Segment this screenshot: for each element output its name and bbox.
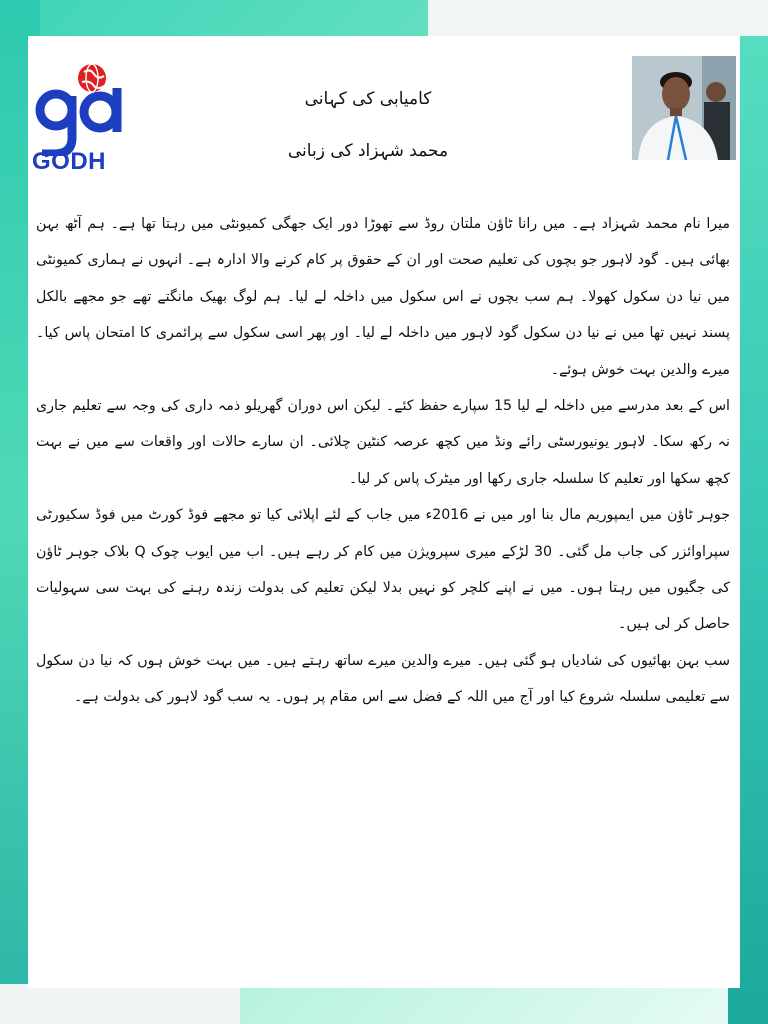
bottom-left-band bbox=[0, 984, 240, 1024]
story-body bbox=[36, 206, 730, 986]
logo-text: GODH bbox=[32, 148, 106, 175]
document-page bbox=[28, 36, 740, 988]
portrait-photo bbox=[632, 56, 736, 160]
paragraph-3: جوہر ٹاؤن میں ایمپوریم مال بنا اور میں نے 2016ء میں جاب کے لئے اپلائی کیا تو مجھے فوڈ کورٹ میں فوڈ سکیورٹی سپراوائزر کی جاب مل گئی۔ 30 لڑکے میری سپرویژن میں کام کر رہے ہیں۔ اب میں ایوب چوک Q بلاک جوہر ٹاؤن کی جگیوں میں رہتا ہوں۔ میں نے اپنے کلچر کو نہیں بدلا لیکن تعلیم کی بدولت زندہ رہنے کی بہت سی سہولیات حاصل کر لی ہیں۔ bbox=[36, 507, 731, 633]
page-subtitle: محمد شہزاد کی زبانی bbox=[287, 141, 449, 161]
paragraph-4: سب بہن بھائیوں کی شادیاں ہو گئی ہیں۔ میرے والدین میرے ساتھ رہتے ہیں۔ میں بہت خوش ہوں کہ نیا دن سکول سے تعلیمی سلسلہ شروع کیا اور آج میں اللہ کے فضل سے اس مقام پر ہوں۔ یہ سب گود لاہور کی بدولت ہے۔ bbox=[36, 652, 730, 706]
paragraph-2: اس کے بعد مدرسے میں داخلہ لے لیا 15 سپارے حفظ کئے۔ لیکن اس دوران گھریلو ذمہ داری کی وجہ سے تعلیم جاری نہ رکھ سکا۔ لاہور یونیورسٹی رائے ونڈ میں کچھ عرصہ کنٹین چلائی۔ ان سارے حالات اور واقعات سے میں نے بہت کچھ سکھا اور تعلیم کا سلسلہ جاری رکھا اور میٹرک پاس کر لیا۔ bbox=[36, 398, 730, 487]
paragraph-1: میرا نام محمد شہزاد ہے۔ میں رانا ٹاؤن ملتان روڈ سے تھوڑا دور ایک جھگی کمیونٹی میں رہتا تھا ہے۔ ہم آٹھ بہن بھائی ہیں۔ گود لاہور جو بچوں کی تعلیم صحت اور ان کے حقوق پر کام کرنے والا ادارہ ہے۔ انہوں نے ہماری کمیونٹی میں نیا دن سکول کھولا۔ ہم سب بچوں نے اس سکول میں داخلہ لے لیا۔ ہم لوگ بھیک مانگتے تھے جو مجھے بالکل پسند نہیں تھا میں نے نیا دن سکول گود لاہور میں داخلہ لے لیا۔ اور پھر اسی سکول سے پرائمری کا امتحان پاس کیا۔ میرے والدین بہت خوش ہوئے۔ bbox=[36, 216, 730, 378]
page-title: کامیابی کی کہانی bbox=[304, 89, 432, 109]
top-right-band bbox=[428, 0, 768, 36]
